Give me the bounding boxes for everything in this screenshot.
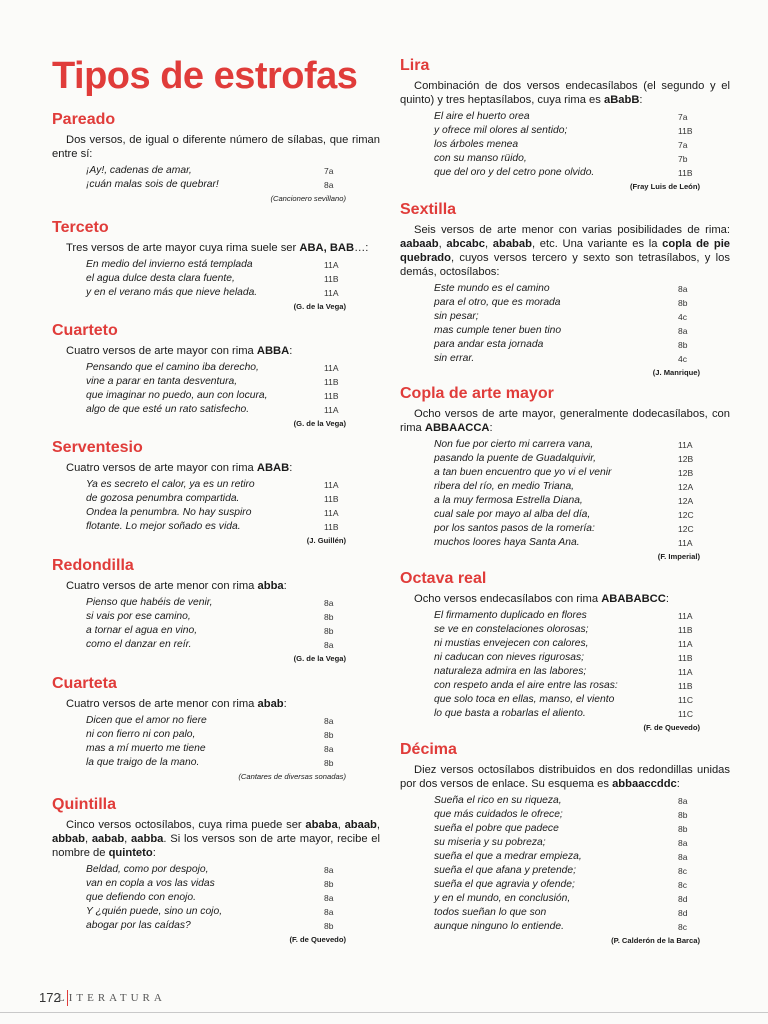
verse-list — [86, 863, 346, 946]
verse-text: se ve en constelaciones olorosas; — [434, 624, 589, 635]
verse-line — [86, 742, 346, 756]
verse-line — [86, 596, 346, 610]
source-citation: (Cancionero sevillano) — [270, 194, 346, 203]
source-citation: (Fray Luis de León) — [629, 182, 700, 191]
verse-text: abogar por las caídas? — [86, 920, 191, 931]
verse-line — [86, 624, 346, 638]
verse-text: de gozosa penumbra compartida. — [86, 493, 240, 504]
section-description: Diez versos octosílabos distribuidos en dos redondillas unidas por dos versos de enlace. Su esquema es abbaaccddc: — [400, 764, 730, 790]
metric-label: 11A — [678, 611, 693, 621]
stanza-section — [400, 200, 730, 379]
verse-line — [434, 352, 700, 366]
verse-text: a tan buen encuentro que yo vi el venir — [434, 467, 612, 478]
metric-label: 8a — [324, 907, 334, 917]
verse-line — [434, 494, 700, 508]
metric-label: 11B — [324, 522, 339, 532]
verse-line — [434, 906, 700, 920]
page-title: Tipos de estrofas — [52, 55, 358, 97]
verse-text: si vais por ese camino, — [86, 611, 191, 622]
verse-text: pasando la puente de Guadalquivir, — [434, 453, 597, 464]
verse-text: muchos loores haya Santa Ana. — [434, 537, 580, 548]
metric-label: 11B — [324, 377, 339, 387]
metric-label: 7a — [678, 112, 688, 122]
verse-line — [86, 905, 346, 919]
metric-label: 8c — [678, 880, 687, 890]
metric-label: 8a — [678, 284, 688, 294]
verse-line — [434, 609, 700, 623]
verse-text: Sueña el rico en su riqueza, — [434, 795, 562, 806]
verse-line — [86, 272, 346, 286]
verse-line — [434, 850, 700, 864]
verse-text: ni con fierro ni con palo, — [86, 729, 196, 740]
verse-text: En medio del invierno está templada — [86, 259, 253, 270]
verse-text: van en copla a vos las vidas — [86, 878, 215, 889]
metric-label: 8d — [678, 894, 688, 904]
verse-line — [86, 891, 346, 905]
stanza-section — [400, 740, 730, 947]
verse-text: sueña el que a medrar empieza, — [434, 851, 582, 862]
metric-label: 11A — [324, 508, 339, 518]
verse-text: mas a mí muerto me tiene — [86, 743, 206, 754]
verse-text: a la muy fermosa Estrella Diana, — [434, 495, 583, 506]
verse-text: sin errar. — [434, 353, 475, 364]
verse-line — [434, 466, 700, 480]
page-number: 172 — [39, 990, 68, 1006]
verse-line — [86, 361, 346, 375]
metric-label: 11C — [678, 709, 693, 719]
verse-text: los árboles menea — [434, 139, 519, 150]
verse-text: vine a parar en tanta desventura, — [86, 376, 238, 387]
metric-label: 7a — [678, 140, 688, 150]
section-description: Cinco versos octosílabos, cuya rima puede ser ababa, abaab, abbab, aabab, aabba. Si los versos son de arte mayor, recibe el nombre de quinteto: — [52, 819, 381, 859]
verse-text: Ondea la penumbra. No hay suspiro — [86, 507, 252, 518]
stanza-section — [400, 384, 730, 563]
metric-label: 11A — [324, 480, 339, 490]
stanza-section — [400, 56, 730, 193]
verse-list — [434, 438, 700, 563]
verse-text: El firmamento duplicado en flores — [434, 610, 587, 621]
verse-text: sueña el pobre que padece — [434, 823, 559, 834]
metric-label: 8a — [678, 852, 688, 862]
verse-line — [86, 610, 346, 624]
metric-label: 11B — [324, 391, 339, 401]
verse-line — [86, 164, 346, 178]
bottom-divider — [0, 1012, 768, 1013]
verse-line — [86, 375, 346, 389]
metric-label: 11A — [678, 440, 693, 450]
metric-label: 8a — [324, 865, 334, 875]
verse-text: ¡cuán malas sois de quebrar! — [86, 179, 219, 190]
section-description: Cuatro versos de arte menor con rima abba: — [66, 580, 287, 592]
verse-text: lo que basta a robarlas el aliento. — [434, 708, 586, 719]
verse-line — [434, 138, 700, 152]
metric-label: 8a — [324, 893, 334, 903]
metric-label: 12C — [678, 524, 694, 534]
verse-list — [86, 258, 346, 313]
section-description: Dos versos, de igual o diferente número de sílabas, que riman entre sí: — [52, 134, 380, 160]
section-description: Seis versos de arte menor con varias posibilidades de rima: aabaab, abcabc, ababab, etc. Una variante es la copla de pie quebrado, cuyos versos tercero y sexto son tetrasílabos, y los demás, octosílabos: — [400, 224, 731, 278]
footer — [0, 986, 768, 1010]
verse-text: ribera del río, en medio Triana, — [434, 481, 575, 492]
verse-text: ni caducan con nieves rigurosas; — [434, 652, 584, 663]
stanza-section — [52, 321, 380, 430]
stanza-section — [52, 674, 380, 783]
section-title: Pareado — [52, 111, 116, 128]
source-citation: (G. de la Vega) — [293, 654, 346, 663]
verse-text: El aire el huerto orea — [434, 111, 530, 122]
source-citation: (J. Manrique) — [652, 368, 700, 377]
verse-text: todos sueñan lo que son — [434, 907, 547, 918]
section-title: Serventesio — [52, 439, 143, 456]
metric-label: 11C — [678, 695, 693, 705]
verse-line — [86, 863, 346, 877]
metric-label: 4c — [678, 312, 687, 322]
stanza-section — [52, 218, 380, 313]
source-citation: (Cantares de diversas sonadas) — [238, 772, 346, 781]
verse-text: para andar esta jornada — [434, 339, 544, 350]
metric-label: 8b — [324, 921, 334, 931]
verse-line — [434, 480, 700, 494]
verse-list — [434, 282, 700, 379]
metric-label: 11B — [324, 494, 339, 504]
section-description: Ocho versos de arte mayor, generalmente dodecasílabos, con rima ABBAACCA: — [400, 408, 730, 434]
section-description: Combinación de dos versos endecasílabos (el segundo y el quinto) y tres heptasílabos, cuya rima es aBabB: — [400, 80, 730, 106]
metric-label: 8c — [678, 866, 687, 876]
verse-text: que solo toca en ellas, manso, el viento — [434, 694, 615, 705]
verse-line — [86, 638, 346, 652]
verse-line — [434, 438, 700, 452]
section-title: Lira — [400, 57, 430, 74]
verse-text: como el danzar en reír. — [86, 639, 192, 650]
verse-line — [434, 623, 700, 637]
source-citation: (F. de Quevedo) — [289, 935, 346, 944]
metric-label: 12A — [678, 482, 694, 492]
verse-line — [434, 452, 700, 466]
metric-label: 8a — [678, 838, 688, 848]
verse-line — [86, 258, 346, 272]
verse-line — [434, 338, 700, 352]
metric-label: 8a — [324, 180, 334, 190]
metric-label: 8a — [324, 640, 334, 650]
verse-text: que imaginar no puedo, aun con locura, — [86, 390, 268, 401]
metric-label: 8a — [324, 744, 334, 754]
section-description: Ocho versos endecasílabos con rima ABABABCC: — [414, 593, 669, 605]
section-title: Octava real — [400, 570, 487, 587]
verse-text: con respeto anda el aire entre las rosas: — [434, 680, 618, 691]
verse-line — [434, 324, 700, 338]
metric-label: 11A — [678, 639, 693, 649]
verse-list — [86, 596, 346, 665]
metric-label: 11B — [678, 653, 693, 663]
source-citation: (F. Imperial) — [657, 552, 700, 561]
verse-line — [434, 920, 700, 934]
metric-label: 11A — [678, 667, 693, 677]
verse-text: Pensando que el camino iba derecho, — [86, 362, 259, 373]
verse-text: algo de que esté un rato satisfecho. — [86, 404, 250, 415]
verse-line — [434, 124, 700, 138]
verse-line — [434, 822, 700, 836]
verse-line — [434, 166, 700, 180]
verse-line — [434, 864, 700, 878]
metric-label: 8d — [678, 908, 688, 918]
stanza-section — [400, 569, 730, 734]
metric-label: 7b — [678, 154, 688, 164]
metric-label: 7a — [324, 166, 334, 176]
verse-text: Dicen que el amor no fiere — [86, 715, 207, 726]
verse-text: a tornar el agua en vino, — [86, 625, 198, 636]
verse-text: Pienso que habéis de venir, — [86, 597, 213, 608]
verse-line — [434, 892, 700, 906]
verse-line — [86, 728, 346, 742]
metric-label: 4c — [678, 354, 687, 364]
metric-label: 11B — [678, 625, 693, 635]
verse-text: ¡Ay!, cadenas de amar, — [86, 165, 192, 176]
verse-list — [434, 609, 700, 734]
verse-text: Y ¿quién puede, sino un cojo, — [86, 906, 223, 917]
source-citation: (J. Guillén) — [306, 536, 346, 545]
verse-text: Este mundo es el camino — [434, 283, 550, 294]
metric-label: 12B — [678, 468, 694, 478]
verse-text: que del oro y del cetro pone olvido. — [434, 167, 595, 178]
section-description: Cuatro versos de arte menor con rima abab: — [66, 698, 287, 710]
metric-label: 8b — [678, 810, 688, 820]
verse-text: la que traigo de la mano. — [86, 757, 200, 768]
verse-text: y en el mundo, en conclusión, — [434, 893, 571, 904]
verse-text: sueña el que agravia y ofende; — [434, 879, 575, 890]
verse-line — [86, 756, 346, 770]
verse-line — [434, 651, 700, 665]
metric-label: 8b — [324, 730, 334, 740]
metric-label: 11B — [678, 168, 693, 178]
verse-line — [434, 794, 700, 808]
section-title: Redondilla — [52, 557, 134, 574]
metric-label: 8b — [678, 340, 688, 350]
metric-label: 11B — [678, 681, 693, 691]
verse-list — [434, 110, 700, 193]
verse-line — [86, 877, 346, 891]
verse-text: sin pesar; — [434, 311, 479, 322]
section-title: Quintilla — [52, 796, 116, 813]
verse-line — [434, 282, 700, 296]
verse-text: naturaleza admira en las labores; — [434, 666, 587, 677]
verse-text: aunque ninguno lo entiende. — [434, 921, 564, 932]
verse-line — [86, 478, 346, 492]
verse-text: flotante. Lo mejor soñado es vida. — [86, 521, 241, 532]
section-description: Cuatro versos de arte mayor con rima ABBA: — [66, 345, 293, 357]
stanza-section — [52, 556, 380, 665]
verse-text: el agua dulce desta clara fuente, — [86, 273, 235, 284]
metric-label: 12A — [678, 496, 694, 506]
verse-text: por los santos pasos de la romería: — [434, 523, 595, 534]
metric-label: 8a — [678, 326, 688, 336]
section-title: Sextilla — [400, 201, 457, 218]
verse-line — [434, 693, 700, 707]
metric-label: 11A — [324, 405, 339, 415]
verse-list — [86, 361, 346, 430]
verse-text: Non fue por cierto mi carrera vana, — [434, 439, 594, 450]
metric-label: 12C — [678, 510, 694, 520]
section-title: Copla de arte mayor — [400, 385, 554, 402]
verse-line — [434, 637, 700, 651]
verse-line — [86, 520, 346, 534]
source-citation: (F. de Quevedo) — [643, 723, 700, 732]
verse-text: y ofrece mil olores al sentido; — [434, 125, 568, 136]
stanza-section — [52, 438, 380, 547]
verse-line — [434, 152, 700, 166]
metric-label: 11A — [678, 538, 693, 548]
footer-label: LITERATURA — [58, 992, 166, 1004]
verse-list — [86, 164, 346, 205]
metric-label: 8b — [678, 824, 688, 834]
verse-line — [434, 878, 700, 892]
section-title: Cuarteto — [52, 322, 118, 339]
section-description: Cuatro versos de arte mayor con rima ABAB: — [66, 462, 293, 474]
metric-label: 8b — [324, 879, 334, 889]
verse-text: que defiendo con enojo. — [86, 892, 196, 903]
verse-text: cual sale por mayo al alba del día, — [434, 509, 591, 520]
verse-list — [86, 714, 346, 783]
metric-label: 8b — [324, 626, 334, 636]
metric-label: 8a — [678, 796, 688, 806]
verse-line — [434, 536, 700, 550]
verse-line — [434, 296, 700, 310]
verse-line — [86, 714, 346, 728]
verse-text: ni mustias envejecen con calores, — [434, 638, 589, 649]
verse-list — [434, 794, 700, 947]
verse-line — [86, 286, 346, 300]
metric-label: 11A — [324, 363, 339, 373]
verse-line — [434, 808, 700, 822]
verse-text: para el otro, que es morada — [434, 297, 561, 308]
verse-line — [434, 679, 700, 693]
verse-line — [86, 403, 346, 417]
stanza-section — [52, 795, 380, 946]
metric-label: 11A — [324, 260, 339, 270]
verse-list — [86, 478, 346, 547]
verse-line — [86, 919, 346, 933]
section-title: Cuarteta — [52, 675, 117, 692]
verse-text: que más cuidados le ofrece; — [434, 809, 563, 820]
metric-label: 11B — [678, 126, 693, 136]
source-citation: (G. de la Vega) — [293, 302, 346, 311]
verse-line — [86, 178, 346, 192]
verse-line — [86, 506, 346, 520]
metric-label: 8b — [678, 298, 688, 308]
metric-label: 12B — [678, 454, 694, 464]
section-description: Tres versos de arte mayor cuya rima suele ser ABA, BAB…: — [66, 242, 369, 254]
verse-line — [434, 665, 700, 679]
source-citation: (P. Calderón de la Barca) — [611, 936, 700, 945]
verse-line — [86, 492, 346, 506]
stanza-section — [52, 110, 380, 205]
metric-label: 11A — [324, 288, 339, 298]
verse-line — [434, 836, 700, 850]
metric-label: 8b — [324, 612, 334, 622]
metric-label: 11B — [324, 274, 339, 284]
metric-label: 8a — [324, 716, 334, 726]
verse-line — [86, 389, 346, 403]
verse-line — [434, 110, 700, 124]
source-citation: (G. de la Vega) — [293, 419, 346, 428]
section-title: Terceto — [52, 219, 109, 236]
verse-text: Beldad, como por despojo, — [86, 864, 209, 875]
verse-line — [434, 508, 700, 522]
verse-line — [434, 522, 700, 536]
metric-label: 8b — [324, 758, 334, 768]
verse-text: Ya es secreto el calor, ya es un retiro — [86, 479, 255, 490]
section-title: Décima — [400, 741, 457, 758]
verse-text: sueña el que afana y pretende; — [434, 865, 576, 876]
verse-text: con su manso rüido, — [434, 153, 527, 164]
verse-text: mas cumple tener buen tino — [434, 325, 562, 336]
verse-line — [434, 310, 700, 324]
verse-text: y en el verano más que nieve helada. — [86, 287, 258, 298]
verse-line — [434, 707, 700, 721]
metric-label: 8a — [324, 598, 334, 608]
metric-label: 8c — [678, 922, 687, 932]
verse-text: su miseria y su pobreza; — [434, 837, 546, 848]
